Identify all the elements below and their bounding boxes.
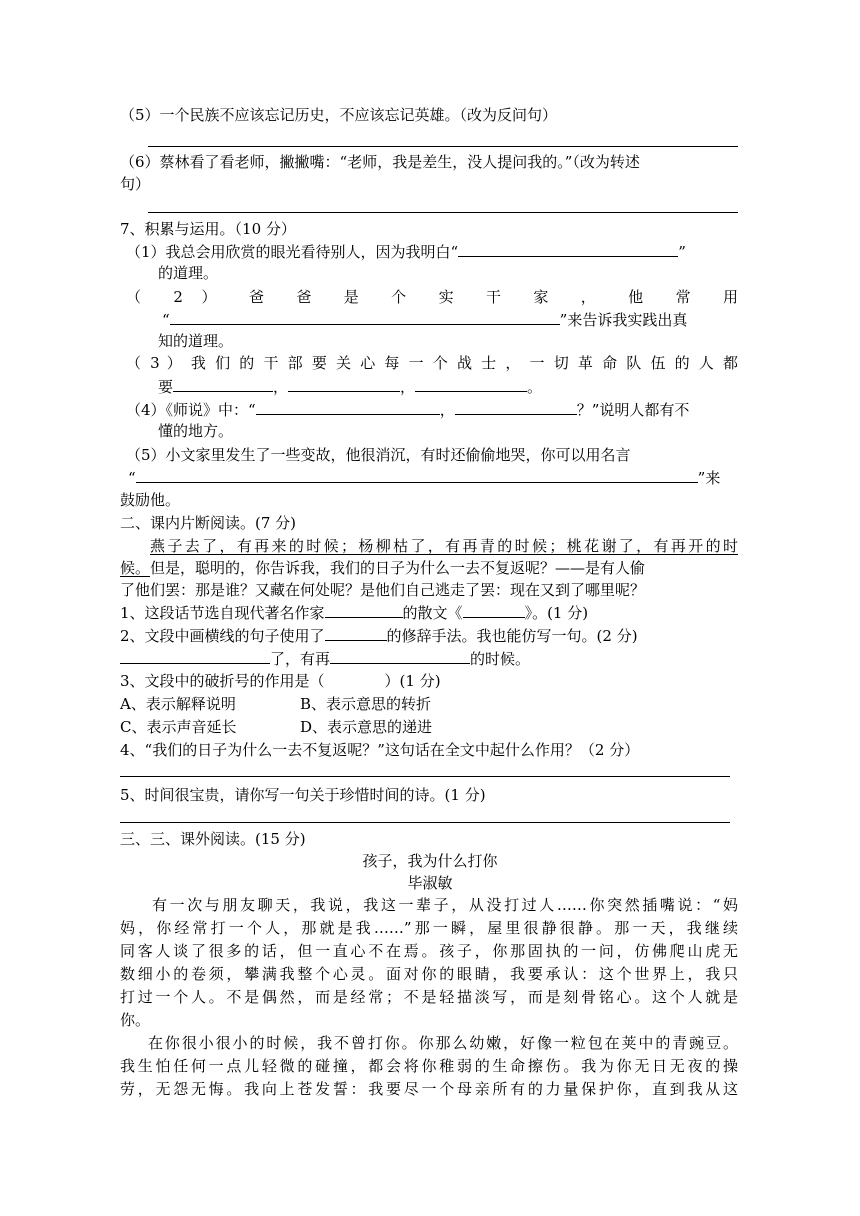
s7-3-text: 要 bbox=[158, 378, 174, 396]
passage-line-3: 了他们罢：那是谁？又藏在何处呢？是他们自己逃走了罢：现在又到了哪里呢？ bbox=[120, 581, 646, 599]
r2-text-4: 的时候。 bbox=[470, 650, 531, 668]
s7-1-tail: 的道理。 bbox=[158, 264, 219, 282]
blank-r1-title[interactable] bbox=[463, 601, 525, 618]
passage-line-2 bbox=[120, 557, 645, 579]
option-a: A、表示解释说明 bbox=[120, 695, 236, 713]
blank-r2-a[interactable] bbox=[120, 647, 270, 664]
s7-5-open: “ bbox=[128, 469, 136, 487]
s7-item-2: （ 2 ） 爸 爸 是 个 实 干 家 ， 他 常 用 bbox=[126, 288, 738, 306]
period: 。 bbox=[527, 378, 543, 396]
para2-line-3: 劳，无怨无悔。我向上苍发誓：我要尽一个母亲所有的力量保护你，直到我从这 bbox=[120, 1080, 738, 1098]
r2-text-2: 的修辞手法。我也能仿写一句。(2 分) bbox=[386, 627, 638, 645]
story-author: 毕淑敏 bbox=[407, 874, 453, 892]
reading-q2 bbox=[120, 624, 638, 647]
para1-line-3: 同客人谈了很多的话，但一直心不在焉。孩子，你那固执的一问，仿佛爬山虎无 bbox=[120, 942, 738, 960]
answer-line-5[interactable] bbox=[148, 146, 738, 147]
para1-line-1: 有一次与朋友聊天，我说，我这一辈子，从没打过人……你突然插嘴说：“妈 bbox=[152, 896, 738, 914]
s7-2-tail: 知的道理。 bbox=[158, 332, 234, 350]
passage-text: 但是，聪明的，你告诉我，我们的日子为什么一去不复返呢？——是有人偷 bbox=[150, 559, 646, 577]
blank-7-5[interactable] bbox=[136, 466, 698, 483]
blank-7-1[interactable] bbox=[458, 240, 678, 257]
answer-line-6[interactable] bbox=[148, 212, 738, 213]
s7-4-tail: 懂的地方。 bbox=[158, 422, 234, 440]
s7-1-close: ” bbox=[678, 243, 686, 261]
s7-item-4 bbox=[126, 398, 689, 421]
blank-7-3b[interactable] bbox=[288, 375, 400, 392]
s7-3-line bbox=[158, 375, 542, 398]
blank-7-4b[interactable] bbox=[455, 398, 577, 415]
blank-r2-b[interactable] bbox=[330, 647, 470, 664]
section-2-title: 二、课内片断阅读。(7 分) bbox=[120, 514, 297, 532]
underlined-sentence: 燕子去了，有再来的时候；杨柳枯了，有再青的时候；桃花谢了，有再开的时 bbox=[150, 537, 738, 555]
answer-line-r4[interactable] bbox=[120, 776, 730, 777]
reading-q2-imitation bbox=[120, 647, 530, 670]
r1-text-2: 的散文《 bbox=[402, 604, 463, 622]
s7-1-text: （1）我总会用欣赏的眼光看待别人，因为我明白“ bbox=[126, 243, 459, 261]
option-b: B、表示意思的转折 bbox=[300, 695, 432, 713]
s7-item-5: （5）小文家里发生了一些变故，他很消沉，有时还偷偷地哭，你可以用名言 bbox=[126, 446, 631, 464]
r2-text: 2、文段中画横线的句子使用了 bbox=[120, 627, 325, 645]
comma: ， bbox=[273, 378, 289, 396]
para1-line-5: 打过一个人。不是偶然，而是经常；不是轻描淡写，而是刻骨铭心。这个人就是 bbox=[120, 988, 738, 1006]
reading-q1 bbox=[120, 601, 588, 624]
para2-line-1: 在你很小很小的时候，我不曾打你。你那么幼嫩，好像一粒包在荚中的青豌豆。 bbox=[148, 1034, 738, 1052]
s7-item-3: （ 3 ） 我 们 的 干 部 要 关 心 每 一 个 战 士 ， 一 切 革 命 队 伍 的 人 都 bbox=[126, 354, 738, 372]
story-title: 孩子，我为什么打你 bbox=[362, 852, 498, 870]
r1-text: 1、这段话节选自现代著名作家 bbox=[120, 604, 325, 622]
s7-2-line bbox=[162, 308, 687, 331]
para1-line-2: 妈，你经常打一个人，那就是我……”那一瞬，屋里很静很静。那一天，我继续 bbox=[120, 919, 738, 937]
blank-r1-author[interactable] bbox=[325, 601, 403, 618]
section-3-title: 三、三、课外阅读。(15 分) bbox=[120, 830, 306, 848]
section-7-title: 7、积累与运用。（10 分） bbox=[120, 220, 296, 238]
s7-4-text: （4）《师说》中：“ bbox=[126, 401, 256, 419]
reading-q4: 4、“我们的日子为什么一去不复返呢？”这句话在全文中起什么作用？（2 分） bbox=[120, 741, 640, 759]
r3-score: ）(1 分) bbox=[384, 672, 441, 690]
blank-7-3a[interactable] bbox=[173, 375, 273, 392]
question-6-line-1: （6）蔡林看了看老师，撇撇嘴：“老师，我是差生，没人提问我的。”（改为转述 bbox=[120, 153, 640, 171]
r2-text-3: 了，有再 bbox=[270, 650, 331, 668]
r1-score: 》。(1 分) bbox=[524, 604, 589, 622]
option-d: D、表示意思的递进 bbox=[300, 718, 433, 736]
question-6-line-2: 句） bbox=[120, 175, 151, 193]
s7-5-tail: 鼓励他。 bbox=[120, 491, 181, 509]
underlined-sentence-end: 候。 bbox=[120, 559, 151, 577]
option-c: C、表示声音延长 bbox=[120, 718, 237, 736]
answer-line-r5[interactable] bbox=[120, 822, 730, 823]
s7-5-line bbox=[128, 466, 720, 489]
s7-2-open: “ bbox=[162, 311, 170, 329]
s7-item-1 bbox=[126, 240, 686, 263]
s7-4-text-2: ？”说明人都有不 bbox=[576, 401, 690, 419]
blank-7-3c[interactable] bbox=[415, 375, 527, 392]
question-5: （5）一个民族不应该忘记历史，不应该忘记英雄。（改为反问句） bbox=[120, 106, 558, 124]
r3-text: 3、文段中的破折号的作用是（ bbox=[120, 672, 325, 690]
reading-q5: 5、时间很宝贵，请你写一句关于珍惜时间的诗。(1 分) bbox=[120, 786, 486, 804]
comma: ， bbox=[400, 378, 416, 396]
passage-line-1 bbox=[150, 535, 738, 557]
para1-line-6: 你。 bbox=[120, 1011, 151, 1029]
reading-q3 bbox=[120, 670, 441, 692]
blank-7-4a[interactable] bbox=[256, 398, 440, 415]
para1-line-4: 数细小的卷须，攀满我整个心灵。面对你的眼睛，我要承认：这个世界上，我只 bbox=[120, 965, 738, 983]
blank-7-2[interactable] bbox=[170, 308, 560, 325]
s7-2-text: ”来告诉我实践出真 bbox=[559, 311, 688, 329]
comma: ， bbox=[439, 401, 455, 419]
blank-r2-rhetoric[interactable] bbox=[325, 624, 387, 641]
s7-5-close: ”来 bbox=[697, 469, 721, 487]
para2-line-2: 我生怕任何一点儿轻微的碰撞，都会将你稚弱的生命擦伤。我为你无日无夜的操 bbox=[120, 1057, 738, 1075]
